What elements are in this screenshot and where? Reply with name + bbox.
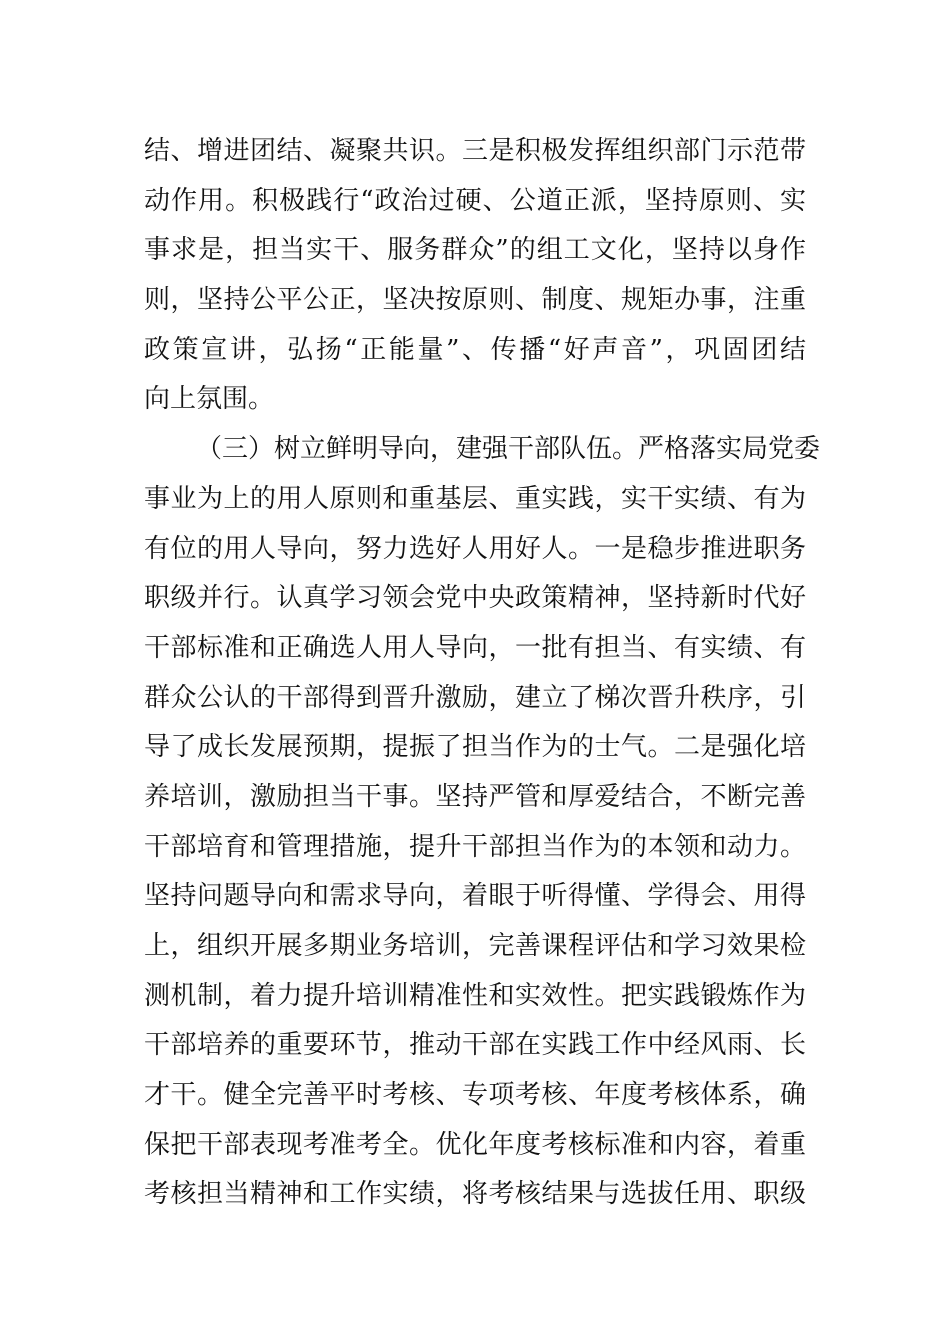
text-line: 干部培养的重要环节，推动干部在实践工作中经风雨、长 <box>144 1030 806 1061</box>
text-line: 则，坚持公平公正，坚决按原则、制度、规矩办事，注重 <box>144 285 806 316</box>
text-line: 事求是，担当实干、服务群众”的组工文化，坚持以身作 <box>144 235 806 266</box>
text-line: 导了成长发展预期，提振了担当作为的士气。二是强化培 <box>144 732 806 763</box>
text-line: 才干。健全完善平时考核、专项考核、年度考核体系，确 <box>144 1080 806 1111</box>
text-line: 考核担当精神和工作实绩，将考核结果与选拔任用、职级 <box>144 1179 806 1210</box>
text-line: 养培训，激励担当干事。坚持严管和厚爱结合，不断完善 <box>144 781 806 812</box>
text-line: 动作用。积极践行“政治过硬、公道正派，坚持原则、实 <box>144 185 806 216</box>
body-text <box>144 127 821 1220</box>
text-line: 测机制，着力提升培训精准性和实效性。把实践锻炼作为 <box>144 980 806 1011</box>
text-line: （三）树立鲜明导向，建强干部队伍。严格落实局党委 <box>196 434 821 465</box>
text-line: 职级并行。认真学习领会党中央政策精神，坚持新时代好 <box>144 583 806 614</box>
text-line: 向上氛围。 <box>144 384 275 415</box>
text-line: 干部标准和正确选人用人导向，一批有担当、有实绩、有 <box>144 632 806 663</box>
text-line: 坚持问题导向和需求导向，着眼于听得懂、学得会、用得 <box>144 881 806 912</box>
text-line: 结、增进团结、凝聚共识。三是积极发挥组织部门示范带 <box>144 136 806 166</box>
text-line: 上，组织开展多期业务培训，完善课程评估和学习效果检 <box>144 931 806 961</box>
text-line: 有位的用人导向，努力选好人用好人。一是稳步推进职务 <box>144 533 806 564</box>
text-line: 群众公认的干部得到晋升激励，建立了梯次晋升秩序，引 <box>144 682 806 713</box>
text-line: 政策宣讲，弘扬“正能量”、传播“好声音”，巩固团结 <box>144 334 806 365</box>
text-line: 事业为上的用人原则和重基层、重实践，实干实绩、有为 <box>144 483 806 514</box>
text-line: 保把干部表现考准考全。优化年度考核标准和内容，着重 <box>144 1129 806 1160</box>
text-line: 干部培育和管理措施，提升干部担当作为的本领和动力。 <box>144 831 806 862</box>
